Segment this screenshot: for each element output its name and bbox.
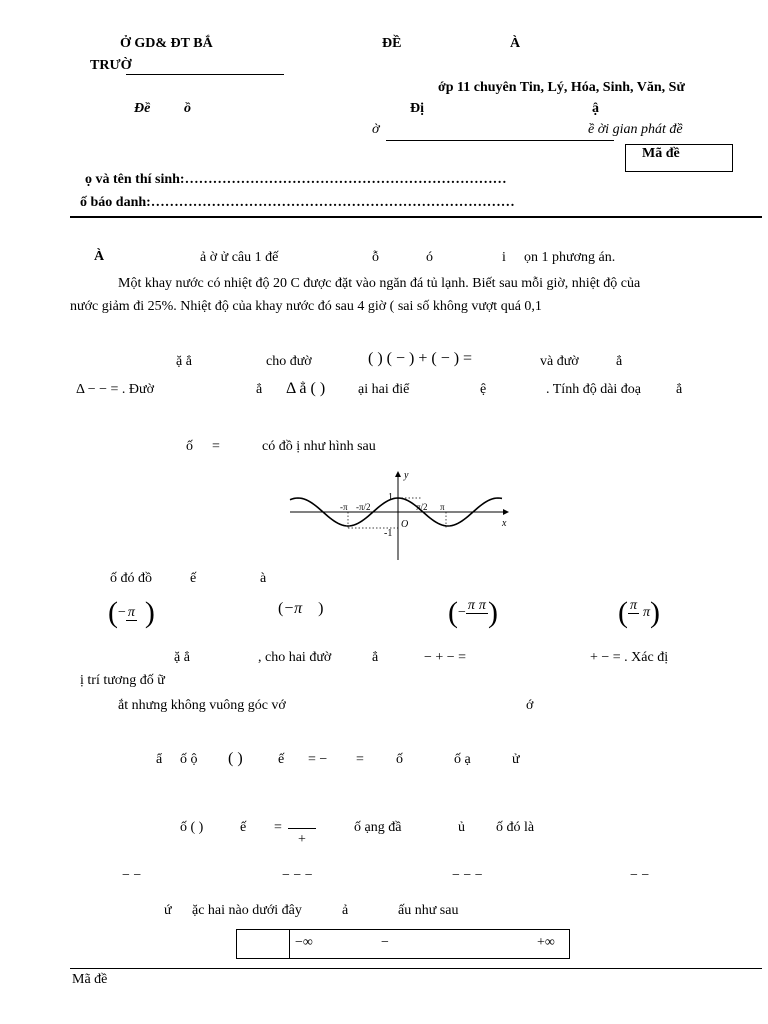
footer-exam-code: Mã đề xyxy=(72,972,108,987)
q7-part-c: ả xyxy=(342,903,349,918)
q6-part-c: = xyxy=(274,820,282,835)
note-left-1: Đề xyxy=(134,101,151,116)
option-d-num: π xyxy=(630,597,638,613)
q2-part-e: ẳ xyxy=(616,354,623,369)
section-heading-a: À xyxy=(94,249,105,264)
q5-part-g: ố xyxy=(396,752,403,767)
y-one-label: 1 xyxy=(388,492,393,503)
q3-option-b: (−π ) xyxy=(278,600,324,617)
q2-line2-g: ẳ xyxy=(676,382,683,397)
q7-part-d: ấu như sau xyxy=(398,903,459,918)
q5-part-h: ố ạ xyxy=(454,752,471,767)
q2-part-b: cho đườ xyxy=(266,354,312,369)
q6-part-a: ố ( ) xyxy=(180,820,204,835)
option-c-num2: π xyxy=(478,597,486,613)
section-heading-d: ó xyxy=(426,250,433,265)
q2-line2-c: Δ ẳ ( ) xyxy=(286,380,326,397)
x-pi-label: π xyxy=(440,502,445,512)
sign-table-divider xyxy=(289,930,290,958)
option-a-num: π xyxy=(127,604,135,620)
department-label: Ở GD& ĐT BẮ xyxy=(120,36,213,51)
subject-part1: Đị xyxy=(410,101,424,116)
exam-title-part1: ĐỀ xyxy=(382,36,402,51)
q6-part-d: ố ạng đầ xyxy=(354,820,402,835)
x-axis-label: x xyxy=(502,518,507,529)
q5-part-i: ử xyxy=(512,752,520,767)
option-c-sign: − xyxy=(458,605,466,621)
x-neg-half-pi-label: -π/2 xyxy=(356,502,371,512)
cosine-graph xyxy=(288,466,516,562)
header-divider xyxy=(70,216,762,218)
y-axis-label: y xyxy=(404,470,409,481)
q3b-stem-a: ố đó đồ xyxy=(110,571,152,586)
exam-code-label: Mã đề xyxy=(642,146,680,161)
q3-option-a: (− π ) xyxy=(108,596,155,629)
exam-code-box xyxy=(625,144,733,172)
footer-divider xyxy=(70,968,762,969)
origin-label: O xyxy=(401,519,409,530)
q2-line2-b: ẳ xyxy=(256,382,263,397)
time-underline xyxy=(386,140,614,141)
q5-part-a: ẩ xyxy=(156,752,163,767)
sign-table-minus-infinity: −∞ xyxy=(295,935,313,950)
q2-part-d: và đườ xyxy=(540,354,579,369)
q2-line2-d: ại hai điể xyxy=(358,382,410,397)
q5-part-f: = xyxy=(356,752,364,767)
q6-part-b: ế xyxy=(240,820,247,835)
q7-part-a: ứ xyxy=(164,903,172,918)
candidate-id-field: ố báo danh:…………………………………………………………………… xyxy=(80,195,515,210)
q4-option-text-2: ớ xyxy=(526,698,534,713)
q3b-stem-c: à xyxy=(260,571,267,586)
q4-part-b: , cho hai đườ xyxy=(258,650,332,665)
subject-part2: ậ xyxy=(592,101,599,116)
q2-line2-f: . Tính độ dài đoạ xyxy=(546,382,642,397)
option-c-frac2 xyxy=(477,599,488,628)
option-a-fraction xyxy=(126,606,137,621)
q3b-stem-b: ế xyxy=(190,571,197,586)
sign-table xyxy=(236,929,570,959)
classes-line: ớp 11 chuyên Tin, Lý, Hóa, Sinh, Văn, Sử xyxy=(438,80,685,95)
q3-option-d: ( π π) xyxy=(618,596,661,629)
q6-option-b: − − − xyxy=(282,868,313,883)
sign-table-plus-infinity: +∞ xyxy=(537,935,555,950)
q5-part-e: = − xyxy=(308,752,328,767)
q5-part-c: ( ) xyxy=(228,750,243,767)
q2-line2-a: Δ − − = . Đườ xyxy=(76,382,155,397)
section-heading-f: ọn 1 phương án. xyxy=(524,250,616,265)
q6-option-d: − − xyxy=(630,868,650,883)
candidate-name-field: ọ và tên thí sinh:…………………………………………………………… xyxy=(85,172,507,187)
x-half-pi-label: π/2 xyxy=(416,502,428,512)
school-label: TRƯỜ xyxy=(90,58,132,73)
option-d-rest: π xyxy=(643,605,651,621)
time-part2: ề ời gian phát đề xyxy=(588,122,683,137)
exam-title-part2: À xyxy=(510,36,521,51)
q6-part-e: ủ xyxy=(458,820,465,835)
q6-fraction-denominator: + xyxy=(298,832,306,847)
q3-part-c: có đồ ị như hình sau xyxy=(262,439,376,454)
school-underline xyxy=(126,74,284,75)
q5-part-b: ố ộ xyxy=(180,752,198,767)
q4-line1-equation: − + − = xyxy=(424,650,467,665)
q2-circle-equation: ( ) ( − ) + ( − ) = xyxy=(368,350,473,367)
q6-part-f: ố đó là xyxy=(496,820,535,835)
time-part1: ờ xyxy=(372,122,380,137)
note-left-2: ồ xyxy=(184,101,191,116)
q3-part-a: ố xyxy=(186,439,193,454)
q4-part-a: ặ ẳ xyxy=(174,650,190,665)
q7-part-b: ặc hai nào dưới đây xyxy=(192,903,302,918)
option-a-sign: − xyxy=(118,605,126,621)
section-heading-c: ỗ xyxy=(372,250,379,265)
q1-text-line2: nước giảm đi 25%. Nhiệt độ của khay nước đó sau 4 giờ ( sai số không vượt quá 0,1 xyxy=(70,299,542,314)
q4-line2-equation: + − = . Xác đị xyxy=(590,650,669,665)
option-b-value: −π xyxy=(283,600,303,617)
q6-option-a: − − xyxy=(122,868,142,883)
q2-line2-e: ệ xyxy=(480,382,487,397)
q4-stem-line2: ị trí tương đố ữ xyxy=(80,673,165,688)
q5-part-d: ế xyxy=(278,752,285,767)
option-d-frac xyxy=(628,599,639,628)
option-c-frac1 xyxy=(466,599,477,628)
q2-part-a: ặ ẳ xyxy=(176,354,192,369)
q4-part-c: ẳ xyxy=(372,650,379,665)
q6-fraction-bar xyxy=(288,828,316,829)
section-heading-b: ả ờ ử câu 1 đế xyxy=(200,250,279,265)
x-neg-pi-label: -π xyxy=(340,502,348,512)
sign-table-minus: − xyxy=(381,935,389,950)
option-c-num1: π xyxy=(467,597,475,613)
q3-part-b: = xyxy=(212,439,220,454)
q1-text-line1: Một khay nước có nhiệt độ 20 C được đặt vào ngăn đá tủ lạnh. Biết sau mỗi giờ, nhiệt độ của xyxy=(118,276,641,291)
q4-option-text: ắt nhưng không vuông góc vớ xyxy=(118,698,286,713)
section-heading-e: i xyxy=(502,250,506,265)
q6-option-c: − − − xyxy=(452,868,483,883)
q3-option-c: (− π π ) xyxy=(448,596,498,629)
y-neg-one-label: -1 xyxy=(384,528,393,539)
